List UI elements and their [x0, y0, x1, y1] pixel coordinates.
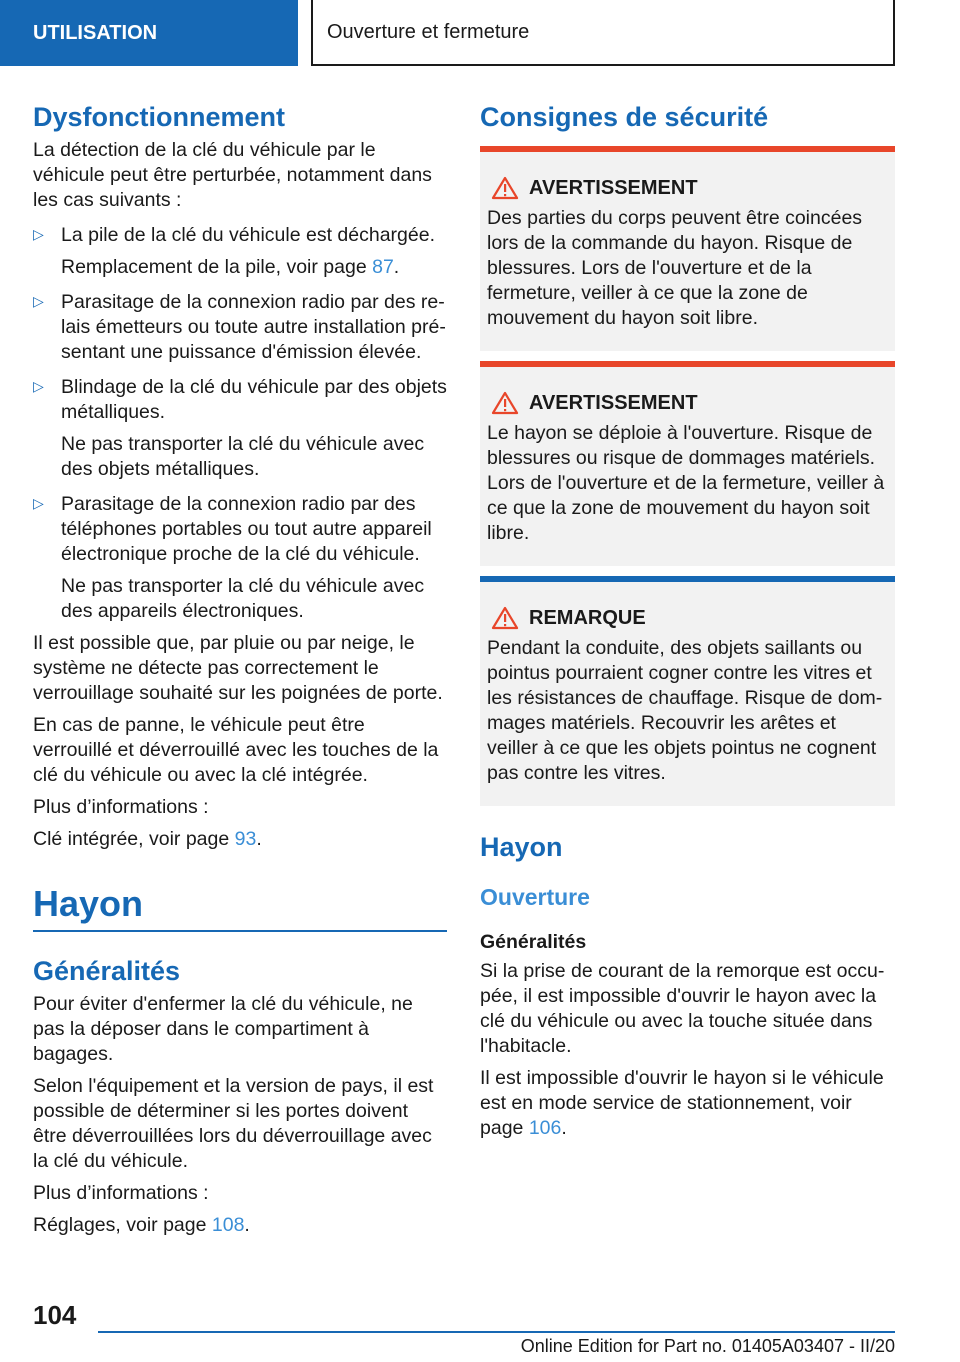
triangle-bullet-icon: ▷	[33, 495, 44, 511]
left-column	[33, 100, 447, 1238]
page-number: 104	[33, 1300, 77, 1330]
heading-generalites-right: Généralités	[480, 931, 587, 953]
page-link[interactable]: 87	[372, 256, 394, 278]
heading-rule	[33, 930, 447, 932]
heading-hayon: Hayon	[33, 883, 144, 924]
list-item-sub: Ne pas transporter la clé du véhicule avec des appareils électroniques.	[61, 575, 425, 622]
heading-generalites: Généralités	[33, 956, 181, 986]
note-title: REMARQUE	[529, 606, 646, 629]
warning-title: AVERTISSEMENT	[529, 176, 698, 199]
paragraph: Il est possible que, par pluie ou par neige, le système ne détecte pas correctement le verrouillage souhaité sur les poignées de porte.	[33, 632, 443, 704]
page-link[interactable]: 93	[234, 828, 257, 850]
paragraph: Pour éviter d'enfermer la clé du véhicule, ne pas la déposer dans le compartiment à bagages.	[33, 993, 413, 1065]
warning-title: AVERTISSEMENT	[529, 391, 698, 414]
triangle-bullet-icon: ▷	[33, 226, 44, 242]
paragraph: Réglages, voir page 108.	[33, 1214, 250, 1236]
list-item-sub: Ne pas transporter la clé du véhicule avec des objets métalliques.	[61, 433, 425, 480]
footer-rule	[98, 1331, 895, 1333]
intro-paragraph: La détection de la clé du véhicule par le véhicule peut être perturbée, notamment dans les cas suivants :	[33, 139, 432, 211]
heading-dysfonctionnement: Dysfonctionnement	[33, 102, 286, 132]
paragraph: Plus d’informations :	[33, 796, 209, 818]
warning-triangle-icon	[491, 176, 519, 200]
right-column	[480, 100, 895, 1141]
chapter-title: Ouverture et fermeture	[327, 20, 530, 43]
page-link[interactable]: 108	[211, 1214, 245, 1236]
list-item-sub: Remplacement de la pile, voir page 87.	[61, 256, 400, 278]
list-item	[33, 223, 447, 248]
chapter-header	[311, 0, 895, 66]
warning-box	[480, 361, 895, 566]
warning-triangle-icon	[491, 391, 519, 415]
list-item-text: La pile de la clé du véhicule est déchargée.	[61, 224, 436, 246]
paragraph: Selon l'équipement et la version de pays, il est possible de déterminer si les portes doivent être déverrouillées lors du déverrouillage avec la clé du véhicule.	[33, 1075, 434, 1172]
warning-box	[480, 146, 895, 351]
note-triangle-icon	[491, 606, 519, 630]
heading-ouverture: Ouverture	[480, 884, 590, 910]
list-item-text: Parasitage de la connexion radio par des téléphones portables ou tout autre appareil électronique proche de la clé du véhicule.	[61, 493, 432, 565]
paragraph: Il est impossible d'ouvrir le hayon si le véhicule est en mode service de stationnement, voir page 106.	[480, 1067, 884, 1139]
list-item	[33, 492, 447, 567]
triangle-bullet-icon: ▷	[33, 293, 44, 309]
list-item	[33, 290, 447, 365]
heading-hayon-right: Hayon	[480, 832, 563, 862]
triangle-bullet-icon: ▷	[33, 378, 44, 394]
warning-text: Le hayon se déploie à l'ouverture. Risque de blessures ou risque de dommages matériels. Lors de l'ouverture et de la fermeture, veiller à ce que la zone de mouvement du hayon soit libre.	[487, 422, 885, 544]
paragraph: En cas de panne, le véhicule peut être verrouillé et déverrouillé avec les touches de la clé du véhicule ou avec la clé intégrée.	[33, 714, 439, 786]
note-text: Pendant la conduite, des objets saillants ou pointus pourraient cogner contre les vitres et les résistances de chauffage. Risque de dommages matériels. Recouvrir les arêtes et veiller à ce que les objets pointus ne cognent pas contre les vitres.	[487, 637, 883, 784]
paragraph: Clé intégrée, voir page 93.	[33, 828, 262, 850]
paragraph: Si la prise de courant de la remorque est occupée, il est impossible d'ouvrir le hayon avec la clé du véhicule ou avec la touche située dans l'habitacle.	[480, 960, 885, 1057]
note-box	[480, 576, 895, 806]
edition-text: Online Edition for Part no. 01405A03407 - II/20	[520, 1336, 895, 1356]
list-item-text: Parasitage de la connexion radio par des relais émetteurs ou toute autre installation présentant une puissance d'émission élevée.	[61, 291, 446, 363]
paragraph: Plus d’informations :	[33, 1182, 209, 1204]
heading-consignes: Consignes de sécurité	[480, 102, 769, 132]
list-item-text: Blindage de la clé du véhicule par des objets métalliques.	[61, 376, 447, 423]
warning-text: Des parties du corps peuvent être coincées lors de la commande du hayon. Risque de blessures. Lors de l'ouverture et de la fermeture, veiller à ce que la zone de mouvement du hayon soit libre.	[487, 207, 863, 329]
section-title: UTILISATION	[33, 21, 158, 44]
section-tab	[0, 0, 298, 66]
page-link[interactable]: 106	[528, 1117, 562, 1139]
list-item	[33, 375, 447, 425]
